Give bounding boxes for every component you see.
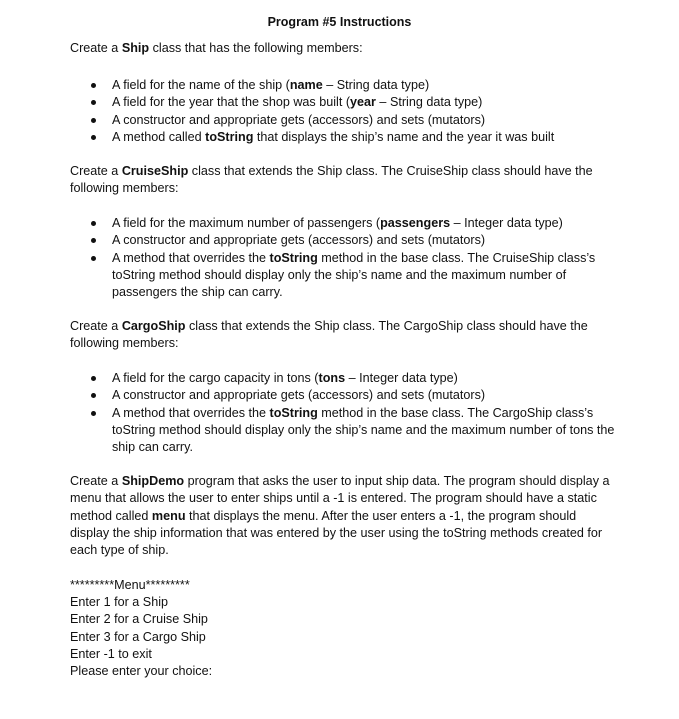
shipdemo-description: Create a ShipDemo program that asks the user to input ship data. The program should display a menu that allows the user to enter ships until a -1 is entered. The program should have a static method called menu that displays the menu. After the user enters a -1, the program should display the ship information that was entered by the user using the toString methods created for each type of ship.: [70, 474, 610, 558]
cruise-intro: Create a CruiseShip class that extends the Ship class. The CruiseShip class should have the following members:: [70, 164, 593, 196]
menu-line: Enter 3 for a Cargo Ship: [70, 629, 206, 644]
menu-prompt: Please enter your choice:: [70, 664, 213, 679]
menu-line: Enter 2 for a Cruise Ship: [70, 612, 208, 627]
list-item: A field for the cargo capacity in tons (tons – Integer data type): [88, 370, 618, 387]
menu-header: *********Menu*********: [70, 578, 190, 592]
list-item: A field for the name of the ship (name – String data type): [88, 77, 618, 94]
class-name: Ship: [121, 41, 150, 55]
list-item: A constructor and appropriate gets (accessors) and sets (mutators): [88, 387, 618, 404]
cargo-intro: Create a CargoShip class that extends the Ship class. The CargoShip class should have the following members:: [70, 319, 588, 351]
cargo-members-list: [88, 370, 618, 456]
list-item: A field for the maximum number of passengers (passengers – Integer data type): [88, 215, 618, 232]
list-item: A constructor and appropriate gets (accessors) and sets (mutators): [88, 232, 618, 249]
list-item: A field for the year that the shop was built (year – String data type): [88, 94, 618, 111]
menu-line: Enter 1 for a Ship: [70, 595, 169, 610]
list-item: A method that overrides the toString method in the base class. The CargoShip class’s toString method should display only the ship’s name and the maximum number of tons the ship can carry.: [88, 405, 618, 457]
page-title: Program #5 Instructions: [267, 15, 412, 29]
menu-sample: [70, 577, 212, 680]
text: class that has the following members:: [149, 41, 363, 55]
ship-members-list: [88, 77, 618, 146]
list-item: A constructor and appropriate gets (accessors) and sets (mutators): [88, 112, 618, 129]
menu-line: Enter -1 to exit: [70, 646, 152, 661]
list-item: A method that overrides the toString method in the base class. The CruiseShip class’s toString method should display only the ship’s name and the maximum number of passengers the ship can carry.: [88, 250, 618, 302]
ship-intro: [70, 40, 630, 57]
text: Create a: [70, 41, 122, 55]
cruise-members-list: [88, 215, 618, 301]
list-item: A method called toString that displays the ship’s name and the year it was built: [88, 129, 618, 146]
